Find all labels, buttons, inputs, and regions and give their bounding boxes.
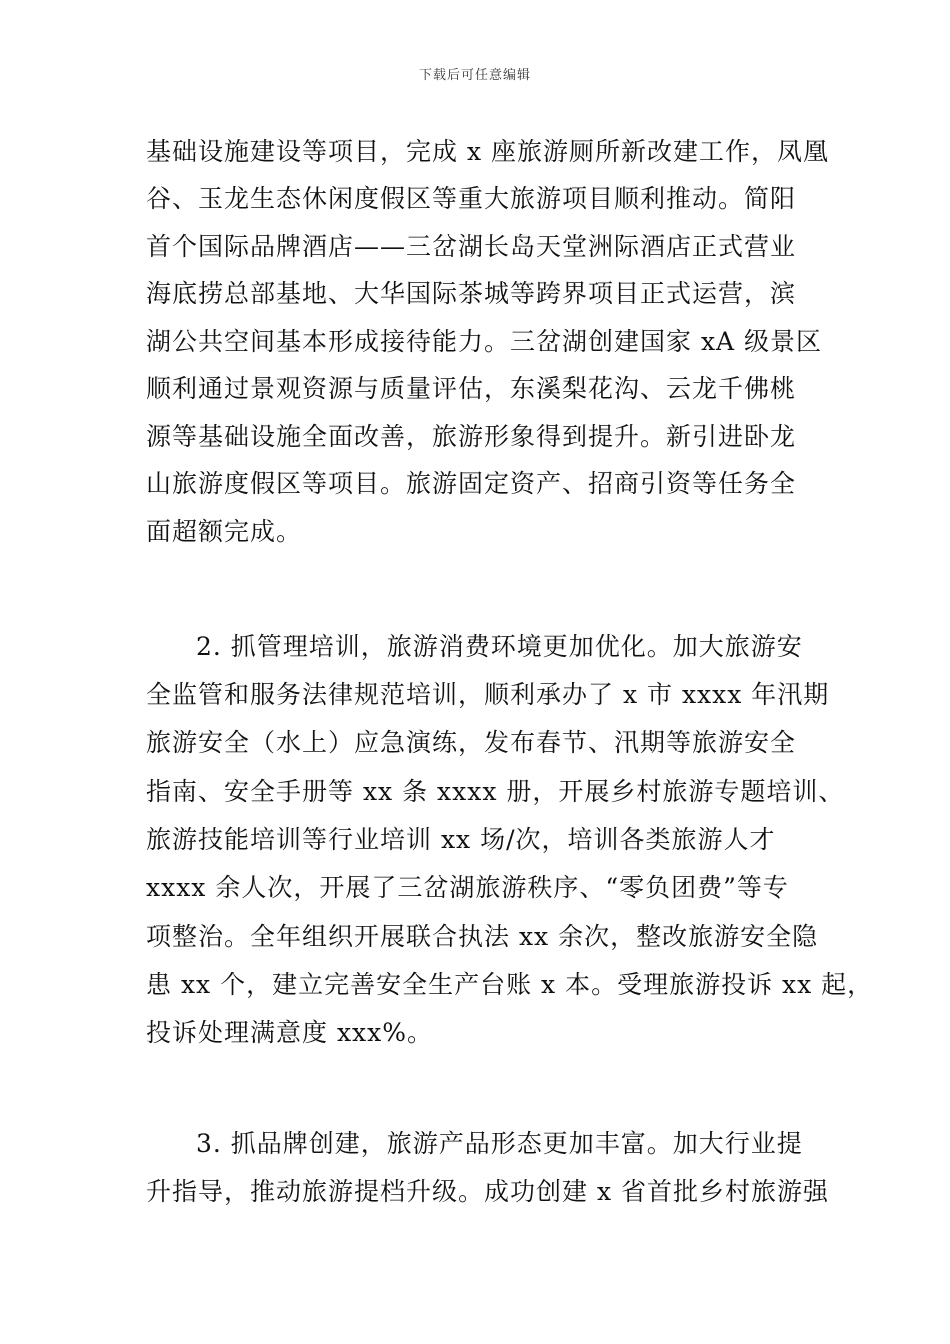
text-line: xxxx 余人次，开展了三岔湖旅游秩序、“零负团费”等专 [146, 873, 789, 902]
text-line: 旅游技能培训等行业培训 xx 场/次，培训各类旅游人才 [146, 825, 776, 854]
text-line: 谷、玉龙生态休闲度假区等重大旅游项目顺利推动。简阳 [146, 184, 797, 213]
text-line: 面超额完成。 [146, 517, 303, 546]
text-line: 全监管和服务法律规范培训，顺利承办了 x 市 xxxx 年汛期 [146, 680, 830, 709]
text-line: 源等基础设施全面改善，旅游形象得到提升。新引进卧龙 [146, 422, 797, 451]
text-line: 山旅游度假区等项目。旅游固定资产、招商引资等任务全 [146, 469, 797, 498]
page-header: 下载后可任意编辑 [418, 68, 531, 83]
text-line: 基础设施建设等项目，完成 x 座旅游厕所新改建工作，凤凰 [146, 137, 829, 166]
text-line: 顺利通过景观资源与质量评估，东溪梨花沟、云龙千佛桃 [146, 374, 797, 403]
text-line: 项整治。全年组织开展联合执法 xx 余次，整改旅游安全隐 [146, 922, 819, 951]
text-line: 首个国际品牌酒店——三岔湖长岛天堂洲际酒店正式营业 [146, 232, 797, 261]
text-line: 投诉处理满意度 xxx%。 [146, 1018, 433, 1047]
text-line: 湖公共空间基本形成接待能力。三岔湖创建国家 xA 级景区 [146, 327, 823, 356]
text-line: 海底捞总部基地、大华国际茶城等跨界项目正式运营，滨 [146, 279, 797, 308]
text-line: 2. 抓管理培训，旅游消费环境更加优化。加大旅游安 [196, 632, 803, 661]
text-line: 旅游安全（水上）应急演练，发布春节、汛期等旅游安全 [146, 728, 797, 757]
text-line: 指南、安全手册等 xx 条 xxxx 册，开展乡村旅游专题培训、 [146, 777, 845, 806]
text-line: 3. 抓品牌创建，旅游产品形态更加丰富。加大行业提 [196, 1129, 803, 1158]
text-line: 患 xx 个，建立完善安全生产台账 x 本。受理旅游投诉 xx 起， [146, 970, 874, 999]
text-line: 升指导，推动旅游提档升级。成功创建 x 省首批乡村旅游强 [146, 1177, 829, 1206]
